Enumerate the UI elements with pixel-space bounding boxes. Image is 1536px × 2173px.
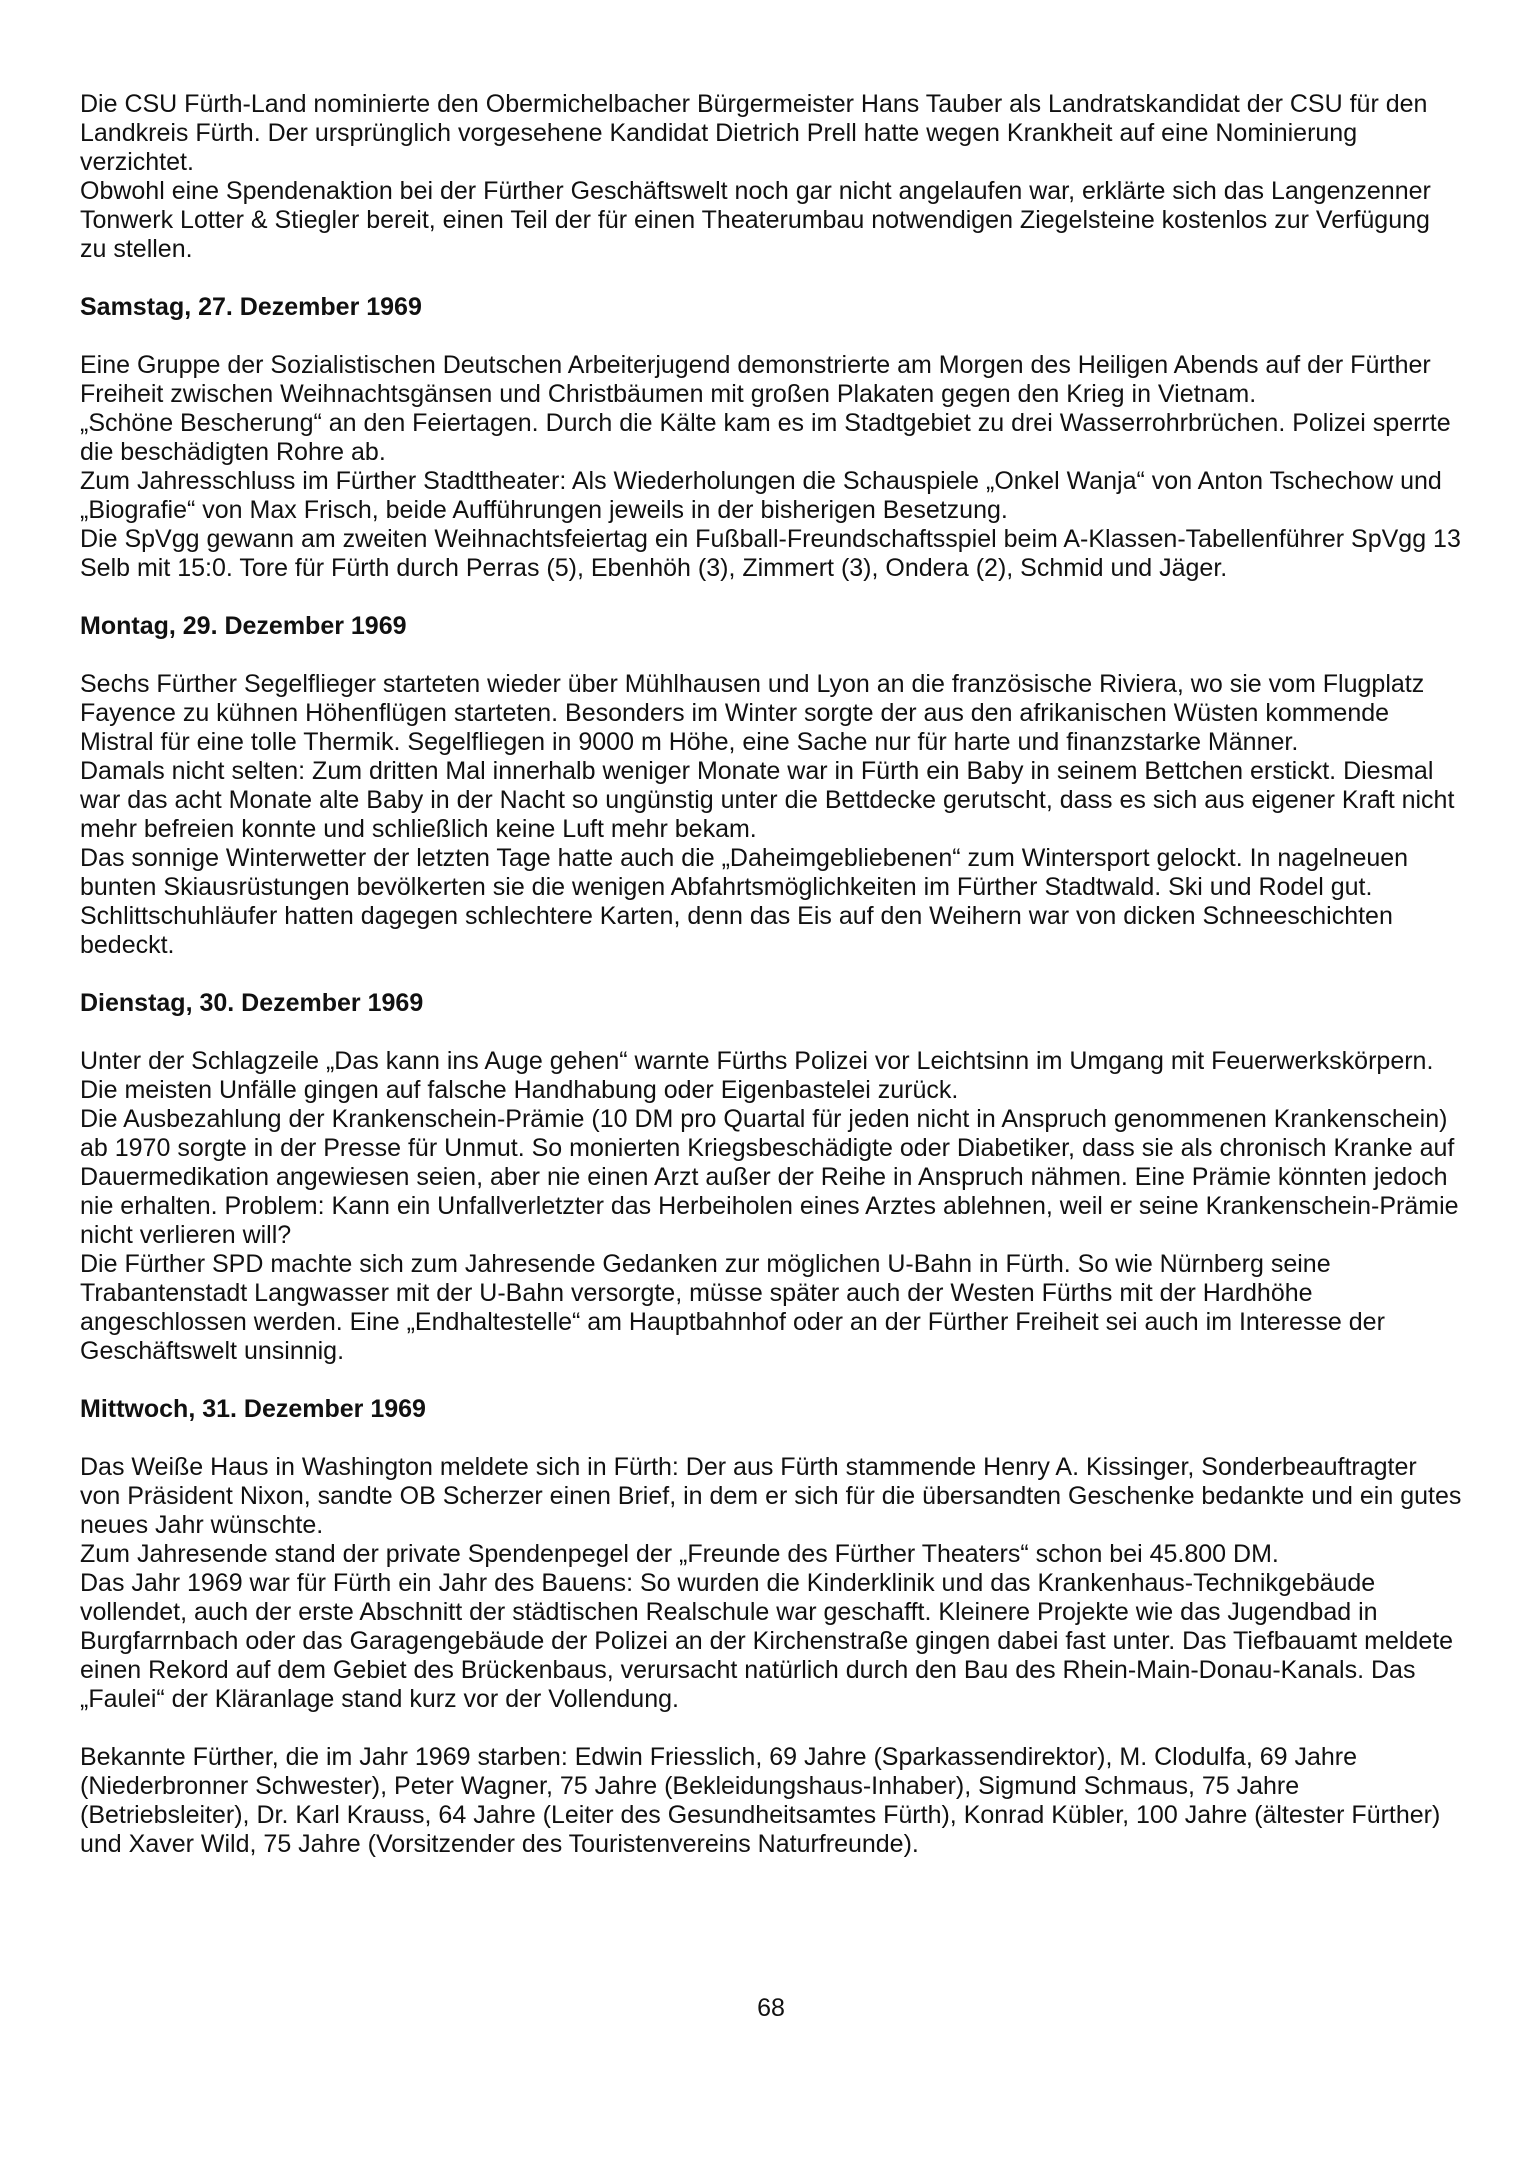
paragraph: Das sonnige Winterwetter der letzten Tage hatte auch die „Daheimgebliebenen“ zum Wintersport gelockt. In nagelneuen bunten Skiausrüstungen bevölkerten sie die wenigen Abfahrtsmöglichkeiten im Fürther Stadtwald. Ski und Rodel gut. Schlittschuhläufer hatten dagegen schlechtere Karten, denn das Eis auf den Weihern war von dicken Schneeschichten bedeckt. — [80, 844, 1409, 959]
paragraph: Das Weiße Haus in Washington meldete sich in Fürth: Der aus Fürth stammende Henry A. Kissinger, Sonderbeauftragter von Präsident Nixon, sandte OB Scherzer einen Brief, in dem er sich für die übersandten Geschenke bedankte und ein gutes neues Jahr wünschte. — [80, 1453, 1462, 1539]
paragraph: Unter der Schlagzeile „Das kann ins Auge gehen“ warnte Fürths Polizei vor Leichtsinn im Umgang mit Feuerwerkskörpern. Die meisten Unfälle gingen auf falsche Handhabung oder Eigenbastelei zurück. — [80, 1047, 1434, 1104]
paragraph: Zum Jahresschluss im Fürther Stadttheater: Als Wiederholungen die Schauspiele „Onkel Wanja“ von Anton Tschechow und „Biografie“ von Max Frisch, beide Aufführungen jeweils in der bisherigen Besetzung. — [80, 467, 1442, 524]
dienstag-heading: Dienstag, 30. Dezember 1969 — [80, 989, 424, 1017]
paragraph: Die Fürther SPD machte sich zum Jahresende Gedanken zur möglichen U-Bahn in Fürth. So wie Nürnberg seine Trabantenstadt Langwasser mit der U-Bahn versorgte, müsse später auch der Westen Fürths mit der Hardhöhe angeschlossen werden. Eine „Endhaltestelle“ am Hauptbahnhof oder an der Fürther Freiheit sei auch im Interesse der Geschäftswelt unsinnig. — [80, 1250, 1385, 1365]
paragraph: Obwohl eine Spendenaktion bei der Fürther Geschäftswelt noch gar nicht angelaufen war, erklärte sich das Langenzenner Tonwerk Lotter & Stiegler bereit, einen Teil der für einen Theaterumbau notwendigen Ziegelsteine kostenlos zur Verfügung zu stellen. — [80, 177, 1431, 263]
paragraph: Die SpVgg gewann am zweiten Weihnachtsfeiertag ein Fußball-Freundschaftsspiel beim A-Klassen-Tabellenführer SpVgg 13 Selb mit 15:0. Tore für Fürth durch Perras (5), Ebenhöh (3), Zimmert (3), Ondera (2), Schmid und Jäger. — [80, 525, 1461, 582]
paragraph: Zum Jahresende stand der private Spendenpegel der „Freunde des Fürther Theaters“ schon bei 45.800 DM. — [80, 1540, 1279, 1568]
paragraph: Eine Gruppe der Sozialistischen Deutschen Arbeiterjugend demonstrierte am Morgen des Heiligen Abends auf der Fürther Freiheit zwischen Weihnachtsgänsen und Christbäumen mit großen Plakaten gegen den Krieg in Vietnam. — [80, 351, 1431, 408]
paragraph: Das Jahr 1969 war für Fürth ein Jahr des Bauens: So wurden die Kinderklinik und das Krankenhaus-Technikgebäude vollendet, auch der erste Abschnitt der städtischen Realschule war geschafft. Kleinere Projekte wie das Jugendbad in Burgfarrnbach oder das Garagengebäude der Polizei an der Kirchenstraße gingen dabei fast unter. Das Tiefbauamt meldete einen Rekord auf dem Gebiet des Brückenbaus, verursacht natürlich durch den Bau des Rhein-Main-Donau-Kanals. Das „Faulei“ der Kläranlage stand kurz vor der Vollendung. — [80, 1569, 1454, 1713]
paragraph: „Schöne Bescherung“ an den Feiertagen. Durch die Kälte kam es im Stadtgebiet zu drei Wasserrohrbrüchen. Polizei sperrte die beschädigten Rohre ab. — [80, 409, 1451, 466]
paragraph: Damals nicht selten: Zum dritten Mal innerhalb weniger Monate war in Fürth ein Baby in seinem Bettchen erstickt. Diesmal war das acht Monate alte Baby in der Nacht so ungünstig unter die Bettdecke gerutscht, dass es sich aus eigener Kraft nicht mehr befreien konnte und schließlich keine Luft mehr bekam. — [80, 757, 1455, 843]
paragraph: Bekannte Fürther, die im Jahr 1969 starben: Edwin Friesslich, 69 Jahre (Sparkassendirektor), M. Clodulfa, 69 Jahre (Niederbronner Schwester), Peter Wagner, 75 Jahre (Bekleidungshaus-Inhaber), Sigmund Schmaus, 75 Jahre (Betriebsleiter), Dr. Karl Krauss, 64 Jahre (Leiter des Gesundheitsamtes Fürth), Konrad Kübler, 100 Jahre (ältester Fürther) und Xaver Wild, 75 Jahre (Vorsitzender des Touristenvereins Naturfreunde). — [80, 1743, 1441, 1858]
page-number: 68 — [757, 1994, 785, 2022]
montag-heading: Montag, 29. Dezember 1969 — [80, 612, 407, 640]
document-body — [80, 90, 1462, 1859]
paragraph: Die Ausbezahlung der Krankenschein-Prämie (10 DM pro Quartal für jeden nicht in Anspruch genommenen Krankenschein) ab 1970 sorgte in der Presse für Unmut. So monierten Kriegsbeschädigte oder Diabetiker, dass sie als chronisch Kranke auf Dauermedikation angewiesen seien, aber nie einen Arzt außer der Reihe in Anspruch nähmen. Eine Prämie könnten jedoch nie erhalten. Problem: Kann ein Unfallverletzter das Herbeiholen eines Arztes ablehnen, weil er seine Krankenschein-Prämie nicht verlieren will? — [80, 1105, 1459, 1249]
mittwoch-heading: Mittwoch, 31. Dezember 1969 — [80, 1395, 426, 1423]
paragraph: Die CSU Fürth-Land nominierte den Obermichelbacher Bürgermeister Hans Tauber als Landratskandidat der CSU für den Landkreis Fürth. Der ursprünglich vorgesehene Kandidat Dietrich Prell hatte wegen Krankheit auf eine Nominierung verzichtet. — [80, 90, 1428, 176]
samstag-heading: Samstag, 27. Dezember 1969 — [80, 293, 422, 321]
paragraph: Sechs Fürther Segelflieger starteten wieder über Mühlhausen und Lyon an die französische Riviera, wo sie vom Flugplatz Fayence zu kühnen Höhenflügen starteten. Besonders im Winter sorgte der aus den afrikanischen Wüsten kommende Mistral für eine tolle Thermik. Segelfliegen in 9000 m Höhe, eine Sache nur für harte und finanzstarke Männer. — [80, 670, 1425, 756]
